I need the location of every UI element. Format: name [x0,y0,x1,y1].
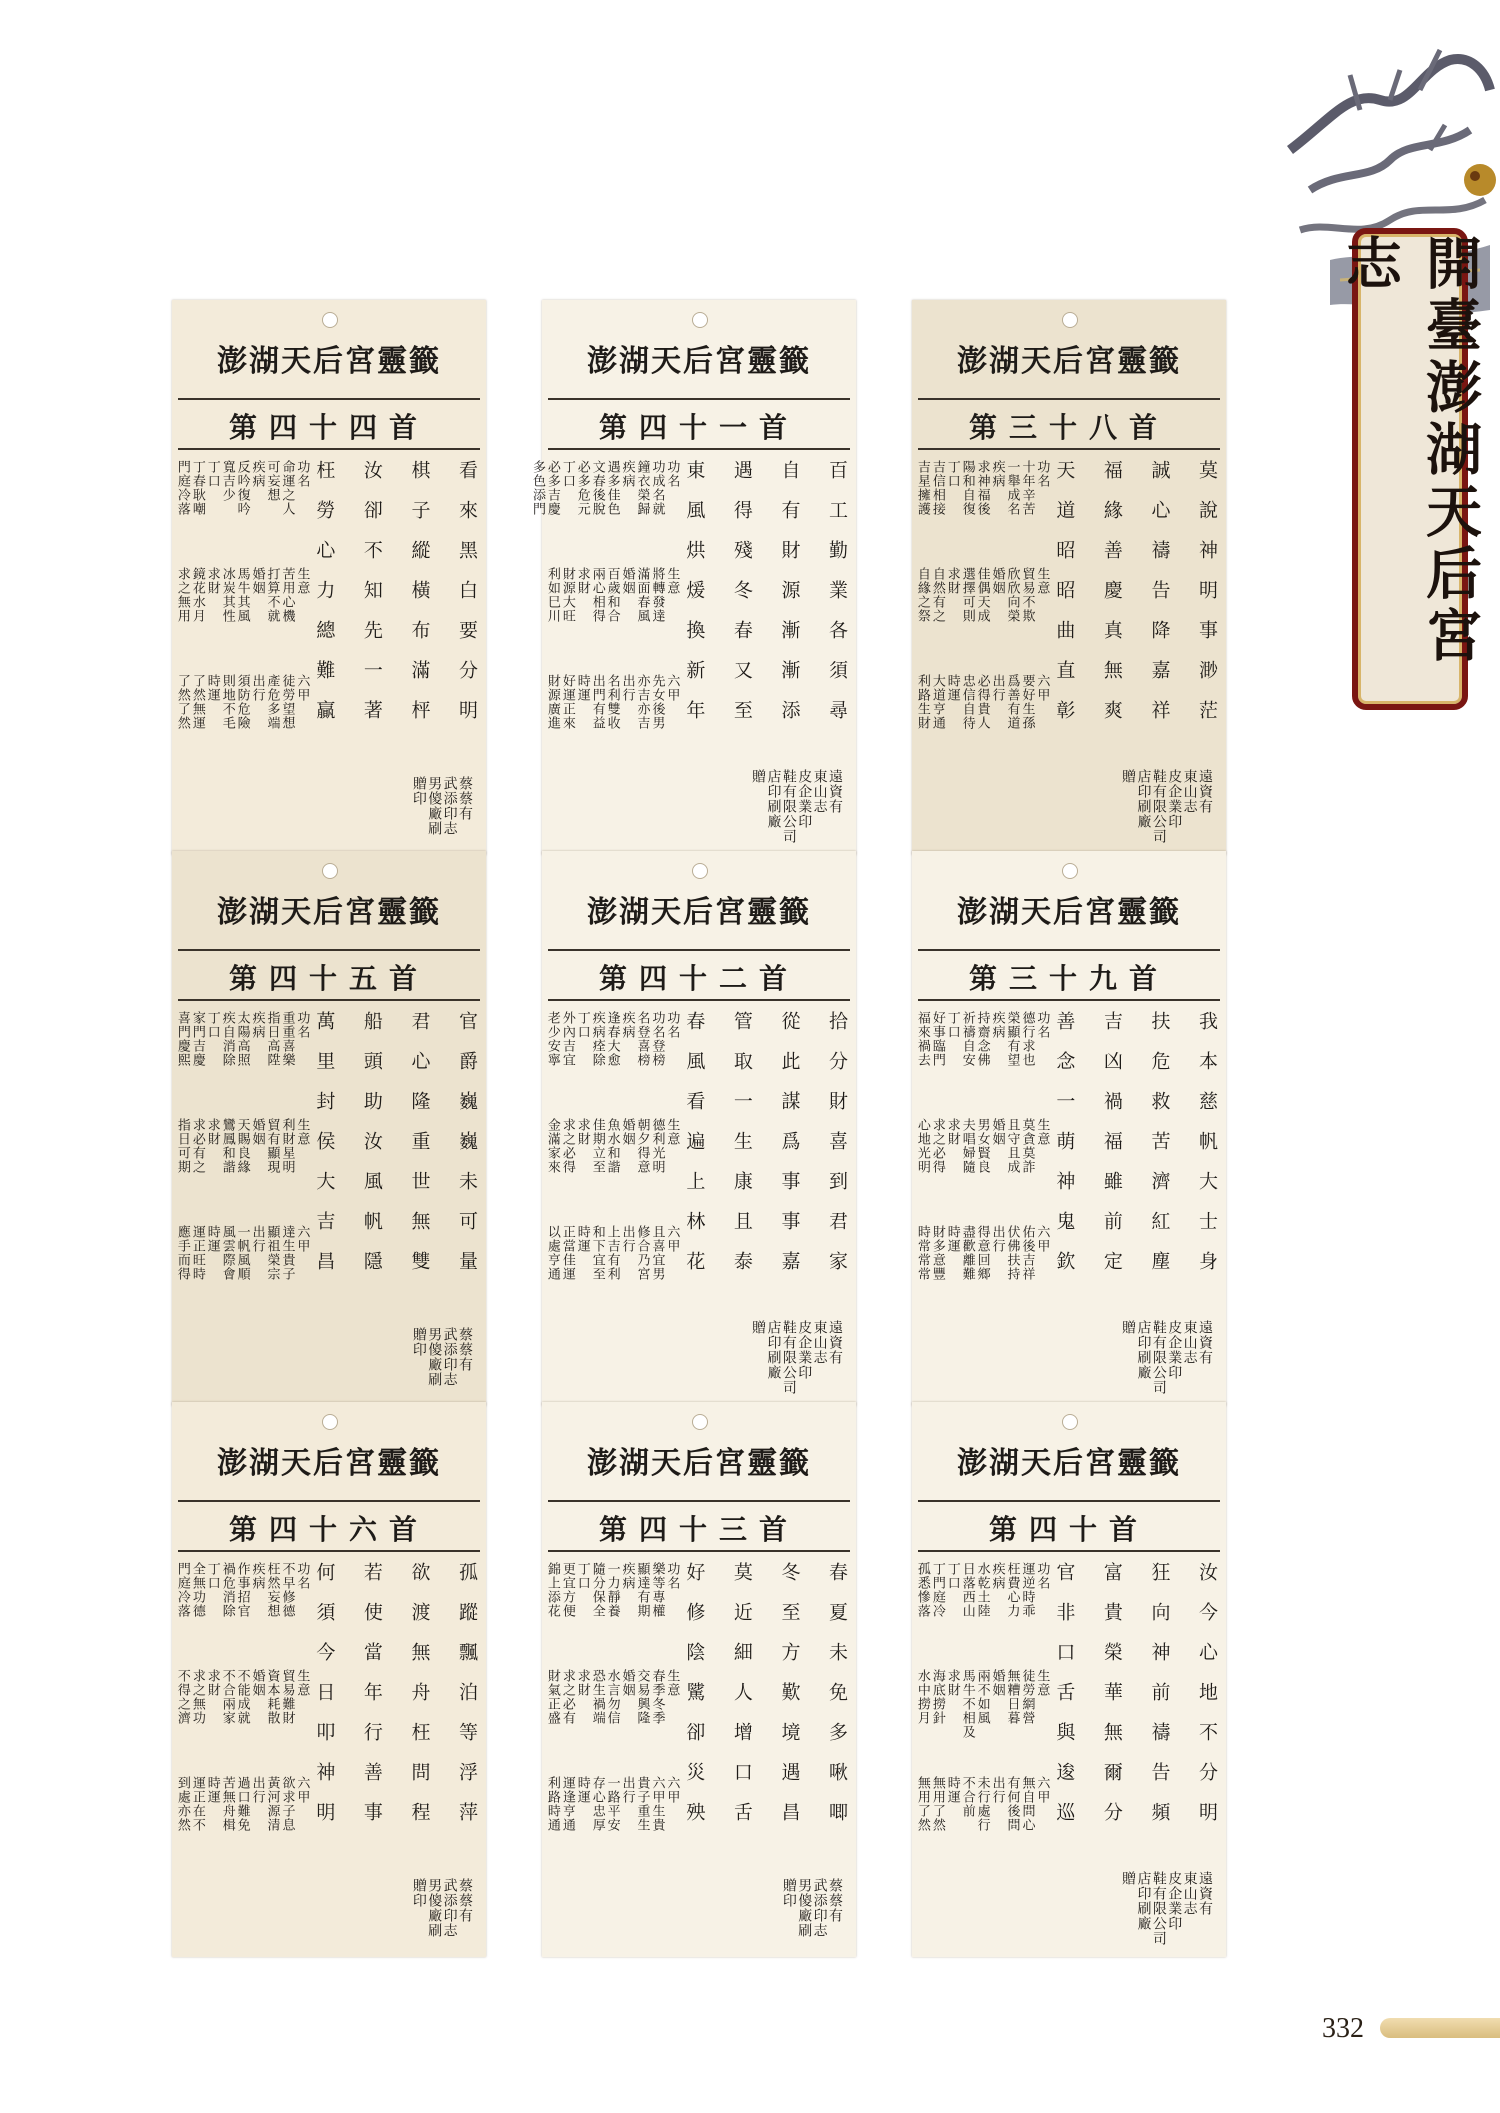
slip-verse [684,1011,846,1311]
note-row [174,460,310,546]
page-number: 332 [1322,2013,1364,2044]
note-item: 丁口 全無功德 門庭冷落 [174,1562,220,1618]
slip-title: 澎湖天后宮靈籤 [587,344,811,379]
note-item: 功名 功成名就 鐘衣榮歸 [634,460,680,516]
slip-verse [1054,1011,1216,1311]
divider [178,999,480,1001]
slip-title: 澎湖天后宮靈籤 [957,344,1181,379]
verse-line: 官爵巍巍未可量 [456,1011,478,1291]
verse-line: 遇得殘冬春又至 [730,460,753,740]
note-row [544,1562,680,1648]
slip-title: 澎湖天后宮靈籤 [217,895,441,930]
verse-line: 東風烘煖換新年 [683,460,706,740]
fortune-slip [172,300,486,855]
verse-line: 莫說神明事渺茫 [1196,460,1218,740]
note-item: 時運 正當佳運 以處亨通 [544,1225,590,1281]
divider [918,1500,1220,1502]
note-item: 出行 必得貴人 忠信自待 [959,674,1005,730]
note-item: 出行 須防危險 則地不毛 [219,674,265,730]
note-item: 六甲 要好生孫 爲善有道 [1004,674,1050,730]
note-item: 出行 過口難免 苦無舟楫 [219,1776,265,1832]
note-item: 丁口 吉信相接 吉星擁護 [914,460,960,516]
slip-verse [314,460,476,760]
note-item: 六甲 先女後男 亦吉亦吉 [634,674,680,730]
verse-line: 從此謀爲事事嘉 [778,1011,801,1291]
slip-hole [692,863,708,879]
slip-hole [1062,1414,1078,1430]
slip-notes [174,1562,310,1862]
divider [178,949,480,951]
note-item: 丁口 好事臨門 福來禍去 [914,1011,960,1067]
note-row [914,567,1050,653]
note-item: 六甲 徒勞望想 產危多端 [264,674,310,730]
verse-line: 萬里封侯大吉昌 [313,1011,336,1291]
printer-credit: 蔡蔡有 武添印志 男傻廠刷 贈印 [410,1878,473,1938]
note-row [914,1011,1050,1097]
note-item: 功名 樂等專權 顯達有期 [634,1562,680,1618]
note-item: 丁口 家門吉慶 喜門慶熙 [174,1011,220,1067]
verse-line: 冬至方歎境遇昌 [778,1562,801,1842]
slip-number: 第四十首 [988,1513,1149,1546]
divider [548,949,850,951]
slip-number: 第四十四首 [228,411,429,444]
note-item: 疾病 水乾土陸 日落西山 [959,1562,1005,1618]
note-item: 生意 貿易不欺 欣欣向榮 [1004,567,1050,623]
divider [178,448,480,450]
slip-number: 第四十五首 [228,962,429,995]
page-number-bar [1380,2018,1500,2038]
note-item: 疾病 持齋念佛 祈禱自安 [959,1011,1005,1067]
note-row [544,567,680,653]
divider [548,999,850,1001]
slip-title: 澎湖天后宮靈籤 [587,895,811,930]
verse-line: 棋子縱橫布滿枰 [408,460,431,740]
note-item: 時運 運逢亨通 利路時通 [544,1776,590,1832]
printer-credit: 遠資有 東山志 皮企業印 鞋有限公司 店印刷廠 贈 [1120,1870,1213,1946]
note-row [544,1011,680,1097]
note-item: 時運 運正旺時 應手而得 [174,1225,220,1281]
verse-line: 何須今日叩神明 [313,1562,336,1842]
slip-notes [914,460,1050,760]
verse-line: 孤蹤飄泊等浮萍 [456,1562,478,1842]
note-item: 疾病 遇多佳色 文春後脫 必多危元 [574,460,635,516]
slip-hole [1062,312,1078,328]
note-item: 求財 鏡花水月 求之無用 [174,567,220,623]
slip-verse [684,1562,846,1862]
note-item: 功名 功名登榜 名登喜榜 [634,1011,680,1067]
slip-notes [529,460,680,760]
note-row [174,1118,310,1204]
printer-credit: 遠資有 東山志 皮企業印 鞋有限公司 店印刷廠 贈 [1120,768,1213,844]
verse-line: 汝今心地不分明 [1196,1562,1218,1842]
note-row [544,1776,680,1862]
note-item: 求財 求之必得 心地光明 [914,1118,960,1174]
verse-line: 狂向神前禱告頻 [1148,1562,1171,1842]
note-item: 婚姻 馬牛其風 冰炭其性 [219,567,265,623]
note-row [174,1562,310,1648]
verse-line: 福緣善慶真無爽 [1100,460,1123,740]
slip-notes [544,1011,680,1311]
note-item: 疾病 逢春大愈 疾病痊除 [589,1011,635,1067]
note-item: 疾病 反吟復吟 寬吉少 [219,460,265,516]
verse-line: 自有財源漸漸添 [778,460,801,740]
note-item: 六甲 欲求子息 黃河源清 [264,1776,310,1832]
divider [918,949,1220,951]
verse-line: 吉凶禍福雖前定 [1100,1011,1123,1291]
note-item: 時運 大道亨通 利路生財 [914,674,960,730]
book-title: 開臺澎湖天后宮志 [1337,234,1483,668]
slip-body [914,460,1218,760]
note-item: 生意 貿易難財 資本耗散 [264,1669,310,1725]
slip-number: 第三十九首 [968,962,1169,995]
slip-title: 澎湖天后宮靈籤 [217,344,441,379]
slip-verse [314,1562,476,1862]
note-row [174,1225,310,1311]
note-item: 功名 運逆時乖 枉費心力 [1004,1562,1050,1618]
fortune-slip [542,851,856,1406]
note-item: 時運 好運正來 財源廣進 [544,674,590,730]
slip-verse [1054,1562,1216,1862]
note-row [174,1776,310,1862]
verse-line: 汝卻不知先一著 [360,460,383,740]
slip-hole [322,312,338,328]
note-row [174,567,310,653]
slip-number: 第四十二首 [598,962,799,995]
note-row [544,1669,680,1755]
note-item: 生意 德利光明 朝夕得意 [634,1118,680,1174]
verse-line: 管取一生康且泰 [730,1011,753,1291]
divider [918,398,1220,400]
note-item: 婚姻 兩不如風 馬牛不相及 [959,1669,1005,1739]
slip-body [914,1011,1218,1311]
verse-line: 君心隆重世無雙 [408,1011,431,1291]
note-item: 丁口 更宜方便 錦上添花 [544,1562,590,1618]
verse-line: 若使當年行善事 [360,1562,383,1842]
note-item: 丁口 丁門庭冷 孤悉慘落 [914,1562,960,1618]
note-item: 疾病 作事招官 禍危消除 [219,1562,265,1618]
book-title-tab [1337,228,1483,710]
note-item: 時運 運正在不 到處亦然 [174,1776,220,1832]
fortune-slip [172,1402,486,1957]
divider [178,398,480,400]
divider [918,1550,1220,1552]
note-row [174,1669,310,1755]
slip-body [544,1562,848,1862]
verse-line: 好修陰騭卻災殃 [683,1562,706,1842]
slip-body [174,460,478,760]
note-item: 婚姻 佳偶天成 選擇可則 [959,567,1005,623]
note-row [914,674,1050,760]
verse-line: 百工勤業各須尋 [826,460,848,740]
note-item: 求財 求之必有 財氣正盛 [544,1669,590,1725]
note-item: 六甲 佑後吉祥 伏佛扶持 [1004,1225,1050,1281]
note-row [914,1669,1050,1755]
slip-number: 第四十一首 [598,411,799,444]
note-row [914,1776,1050,1862]
note-item: 求財 求之必得 金滿家來 [544,1118,590,1174]
printer-credit: 遠資有 東山志 皮企業印 鞋有限公司 店印刷廠 贈 [750,1319,843,1395]
note-row [544,674,680,760]
slip-verse [1054,460,1216,760]
slip-verse [684,460,846,760]
printer-credit: 遠資有 東山志 皮企業印 鞋有限公司 店印刷廠 贈 [1120,1319,1213,1395]
note-item: 生意 莫貪莫詐 且守且成 [1004,1118,1050,1174]
note-item: 功名 命運之人 可妄想 [264,460,310,516]
divider [918,448,1220,450]
note-item: 婚姻 不能成就 不合兩家 [219,1669,265,1725]
verse-line: 看來黑白要分明 [456,460,478,740]
printer-credit: 蔡蔡有 武添印志 男傻廠刷 贈印 [780,1878,843,1938]
verse-line: 善念一萌神鬼欽 [1053,1011,1076,1291]
note-row [174,1011,310,1097]
slip-verse [314,1011,476,1311]
slip-notes [914,1562,1050,1862]
note-item: 出行 上吉有利 和下宜至 [589,1225,635,1281]
slip-body [174,1562,478,1862]
verse-line: 官非口舌與逡巡 [1053,1562,1076,1842]
slip-title: 澎湖天后宮靈籤 [957,895,1181,930]
verse-line: 誠心禱告降嘉祥 [1148,460,1171,740]
verse-line: 我本慈帆大士身 [1196,1011,1218,1291]
note-item: 婚姻 百歲和合 兩心相得 [589,567,635,623]
note-item: 求財 求必有之 指日可期 [174,1118,220,1174]
note-item: 丁口 外內吉宜 老少安寧 [544,1011,590,1067]
note-item: 求財 自然有之 自緣之祭 [914,567,960,623]
note-item: 求財 財源大旺 利如巳川 [544,567,590,623]
divider [548,398,850,400]
divider [548,1500,850,1502]
note-item: 時運 財多意豐 時常常常 [914,1225,960,1281]
slip-notes [544,1562,680,1862]
note-item: 功名 德行求也 榮顯有望 [1004,1011,1050,1067]
printer-credit: 蔡蔡有 武添印志 男傻廠刷 贈印 [410,776,473,836]
slip-notes [914,1011,1050,1311]
divider [178,1550,480,1552]
note-item: 時運 了然無運 了然了然 [174,674,220,730]
verse-line: 扶危救苦濟紅塵 [1148,1011,1171,1291]
note-item: 出行 得意回鄉 盡歡離難 [959,1225,1005,1281]
verse-line: 富貴榮華無爾分 [1100,1562,1123,1842]
note-item: 生意 利財星明 貿有顯現 [264,1118,310,1174]
note-row [914,1118,1050,1204]
fortune-slip [912,300,1226,855]
divider [178,1500,480,1502]
note-row [544,1225,680,1311]
slip-notes [174,1011,310,1311]
note-item: 求財 海底撈針 水中撈月 [914,1669,960,1725]
note-item: 功名 重重喜樂 指日高陞 [264,1011,310,1067]
slip-number: 第四十六首 [228,1513,429,1546]
verse-line: 拾分財喜到君家 [826,1011,848,1291]
verse-line: 船頭助汝風帆隱 [360,1011,383,1291]
note-item: 丁口 丁春耿嘲 門庭冷落 [174,460,220,516]
note-item: 婚姻 水言勿信 恐生禍端 [589,1669,635,1725]
note-item: 出行 名利雙收 出門有益 [589,674,635,730]
note-row [914,1225,1050,1311]
slip-notes [174,460,310,760]
divider [548,448,850,450]
verse-line: 欲渡無舟枉問程 [408,1562,431,1842]
slip-title: 澎湖天后宮靈籤 [587,1446,811,1481]
note-row [174,674,310,760]
printer-credit: 蔡蔡有 武添印志 男傻廠刷 贈印 [410,1327,473,1387]
slip-hole [322,1414,338,1430]
verse-line: 春風看遍上林花 [683,1011,706,1291]
note-item: 疾病 求神福後 陽和自復 [959,460,1005,516]
slip-body [529,460,848,760]
slip-body [914,1562,1218,1862]
fortune-slip [912,851,1226,1406]
fortune-slip [529,300,856,855]
note-item: 出行 未行處行 不合前 [959,1776,1005,1832]
slip-body [544,1011,848,1311]
note-row [914,1562,1050,1648]
verse-line: 春夏未免多啾唧 [826,1562,848,1842]
slip-hole [692,312,708,328]
note-item: 生意 徒勞網營 無糟日暮 [1004,1669,1050,1725]
slip-hole [692,1414,708,1430]
note-item: 時運 無用了然 無用了然 [914,1776,960,1832]
note-row [544,1118,680,1204]
verse-line: 枉勞心力總難贏 [313,460,336,740]
note-item: 丁口 必多吉慶 多色添門 [529,460,575,516]
slip-title: 澎湖天后宮靈籤 [957,1446,1181,1481]
note-item: 生意 苦用心機 打算不就 [264,567,310,623]
note-item: 婚姻 魚水和諧 佳期立至 [589,1118,635,1174]
slip-body [174,1011,478,1311]
note-row [529,460,680,546]
note-item: 疾病 一力靜養 隨分保全 [589,1562,635,1618]
printer-credit: 遠資有 東山志 皮企業印 鞋有限公司 店印刷廠 贈 [750,768,843,844]
slip-number: 第三十八首 [968,411,1169,444]
note-item: 功名 不早修德 枉然妄想 [264,1562,310,1618]
note-item: 出行 一帆風順 風雲際會 [219,1225,265,1281]
note-item: 求財 求之無功 不得之濟 [174,1669,220,1725]
note-item: 六甲 達生貴子 顯祖榮宗 [264,1225,310,1281]
note-item: 功名 十年辛苦 一舉成名 [1004,460,1050,516]
note-item: 生意 將轉發達 滿面春風 [634,567,680,623]
verse-line: 天道昭昭曲直彰 [1053,460,1076,740]
note-item: 出行 一路平安 存心忠厚 [589,1776,635,1832]
slip-title: 澎湖天后宮靈籤 [217,1446,441,1481]
note-row [914,460,1050,546]
note-item: 六甲 無自問心 有何後問 [1004,1776,1050,1832]
note-item: 婚姻 天賜良緣 鸞鳳和諧 [219,1118,265,1174]
slip-number: 第四十三首 [598,1513,799,1546]
fortune-slip [172,851,486,1406]
note-item: 六甲 六甲生貴 貴子重生 [634,1776,680,1832]
fortune-slip [912,1402,1226,1957]
fortune-slip [542,1402,856,1957]
note-item: 疾病 太陽高照 疾自消除 [219,1011,265,1067]
note-item: 生意 春季冬季 交易興隆 [634,1669,680,1725]
slip-hole [322,863,338,879]
note-item: 六甲 且喜宜男 修合乃宮 [634,1225,680,1281]
slip-hole [1062,863,1078,879]
note-item: 婚姻 男女賢良 夫唱婦隨 [959,1118,1005,1174]
divider [548,1550,850,1552]
verse-line: 莫近細人增口舌 [730,1562,753,1842]
divider [918,999,1220,1001]
